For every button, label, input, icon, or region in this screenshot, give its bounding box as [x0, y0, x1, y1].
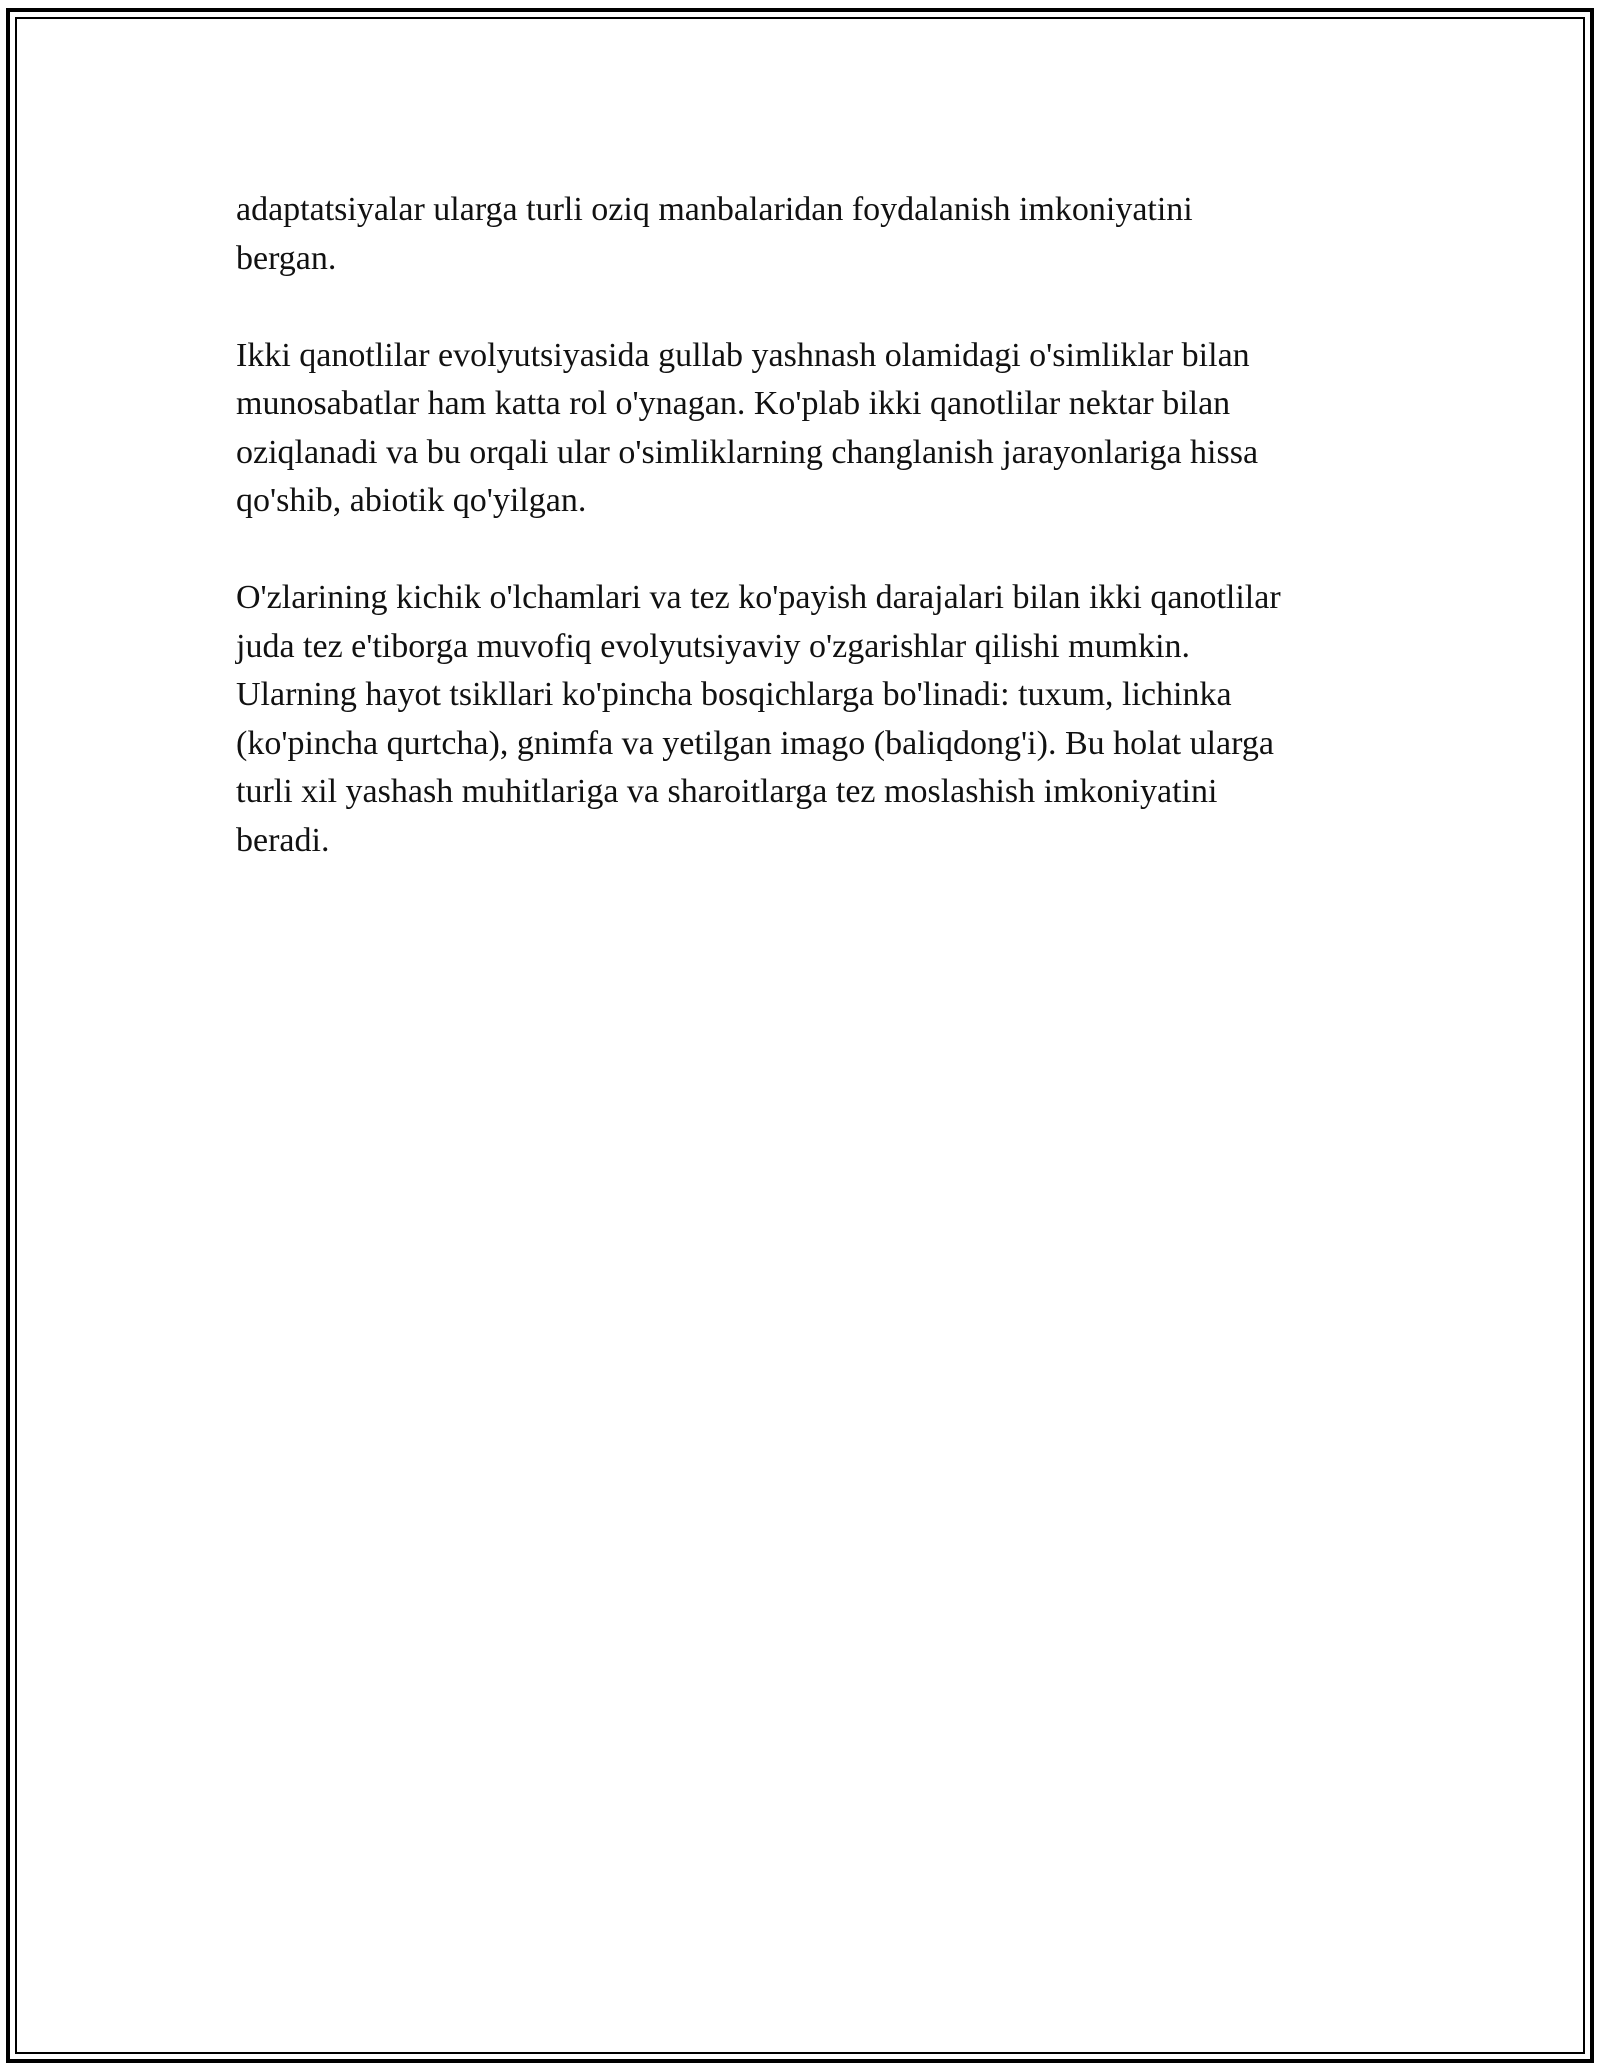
document-body [236, 186, 1386, 914]
paragraph-2: Ikki qanotlilar evolyutsiyasida gullab yashnash olamidagi o'simliklar bilan munosabatlar ham katta rol o'ynagan. Ko'plab ikki qanotlilar nektar bilan oziqlanadi va bu orqali ular o'simliklarning changlanish jarayonlariga hissa qo'shib, abiotik qo'yilgan. [236, 336, 1259, 519]
paragraph-1: adaptatsiyalar ularga turli oziq manbalaridan foydalanish imkoniyatini bergan. [236, 191, 1193, 277]
paragraph-3: O'zlarining kichik o'lchamlari va tez ko'payish darajalari bilan ikki qanotlilar juda tez e'tiborga muvofiq evolyutsiyaviy o'zgarishlar qilishi mumkin. Ularning hayot tsikllari ko'pincha bosqichlarga bo'linadi: tuxum, lichinka (ko'pincha qurtcha), gnimfa va yetilgan imago (baliqdong'i). Bu holat ularga turli xil yashash muhitlariga va sharoitlarga tez moslashish imkoniyatini beradi. [236, 579, 1281, 859]
